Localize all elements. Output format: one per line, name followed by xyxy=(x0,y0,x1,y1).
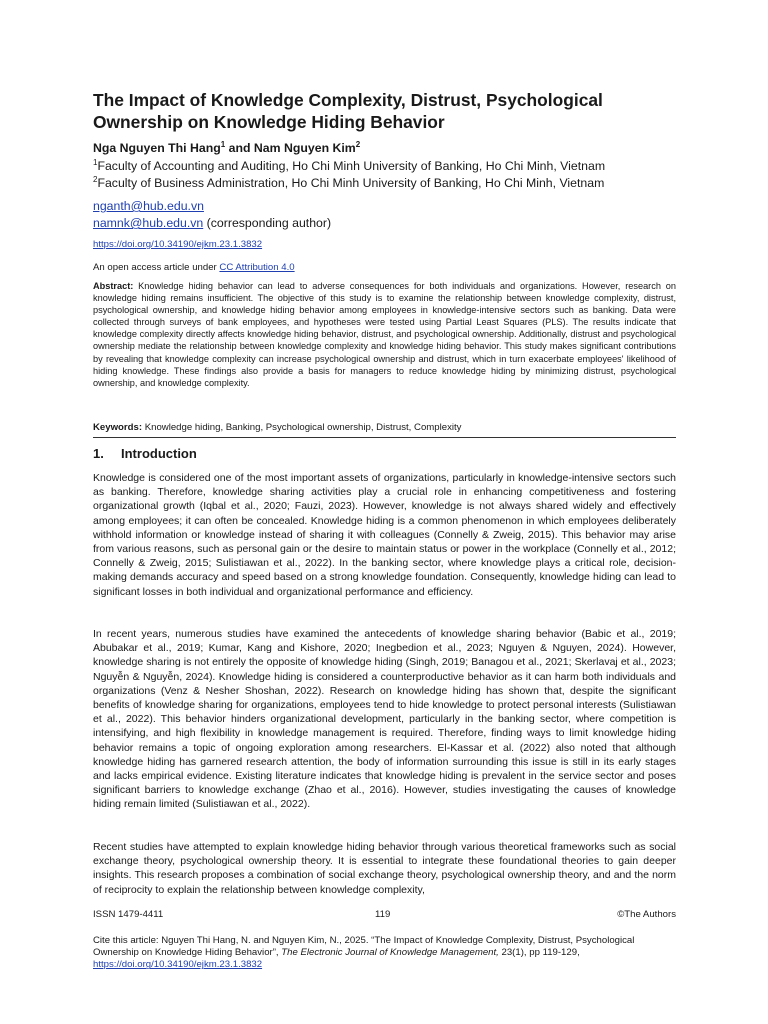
keywords xyxy=(93,422,676,434)
email-row-2 xyxy=(93,216,331,231)
section-heading xyxy=(93,446,197,462)
body-paragraph-1: Knowledge is considered one of the most important assets of organizations, particularly in knowledge-intensive sectors such as banking. Therefore, knowledge sharing activities play a crucial role in enhancing competitiveness and fostering organizational growth (Iqbal et al., 2020; Fauzi, 2023). However, knowledge is not always shared widely and effectively among employees; it can often be concealed. Knowledge hiding is a common phenomenon in which employees deliberately withhold information or knowledge instead of sharing it with colleagues (Connelly & Zweig, 2015). This behavior may arise from various reasons, such as personal gain or the desire to maintain status or power in the workplace (Connelly et al., 2012; Connelly & Zweig, 2015; Sulistiawan et al., 2022). In the banking sector, where knowledge plays a critical role, decision-making demands accuracy and speed based on a strong knowledge foundation. Consequently, knowledge hiding can lead to significant losses in both individual and organizational performance and efficiency. xyxy=(93,472,676,598)
open-access-prefix: An open access article under xyxy=(93,262,220,273)
copyright: ©The Authors xyxy=(617,909,676,920)
citation-journal: The Electronic Journal of Knowledge Management, xyxy=(281,947,499,959)
citation xyxy=(93,935,676,972)
citation-prefix: Cite this article: Nguyen Thi Hang, N. and Nguyen Kim, N., 2025. “The Impact of Knowledge Complexity, Distrust, Psychological Ownership on Knowledge Hiding Behavior”, xyxy=(93,935,635,959)
section-divider xyxy=(93,437,676,438)
affiliation-2 xyxy=(93,176,604,191)
license-link[interactable]: CC Attribution 4.0 xyxy=(219,262,295,273)
body-paragraph-3: Recent studies have attempted to explain knowledge hiding behavior through various theoretical frameworks such as social exchange theory, psychological ownership theory. It is essential to integrate these foundational theories to gain deeper insights. This research proposes a combination of social exchange theory, psychological ownership theory, and and the norm of reciprocity to explain the relationship between knowledge complexity, xyxy=(93,841,676,896)
email-link-2[interactable]: namnk@hub.edu.vn xyxy=(93,216,204,230)
abstract-label: Abstract: xyxy=(93,281,134,291)
email-row-1 xyxy=(93,199,204,214)
page-number: 119 xyxy=(375,909,391,920)
section-number: 1. xyxy=(93,446,104,461)
keywords-text: Knowledge hiding, Banking, Psychological ownership, Distrust, Complexity xyxy=(142,422,462,433)
affiliation-1 xyxy=(93,159,605,174)
abstract xyxy=(93,280,676,389)
section-title: Introduction xyxy=(121,446,197,461)
open-access-note xyxy=(93,262,295,274)
email-link-1[interactable]: nganth@hub.edu.vn xyxy=(93,199,204,213)
affiliation-1-marker: 1 xyxy=(93,157,98,167)
author-1-affil-marker: 1 xyxy=(220,139,226,149)
affiliation-1-text: Faculty of Accounting and Auditing, Ho Chi Minh University of Banking, Ho Chi Minh, Vietnam xyxy=(97,159,606,173)
citation-doi-link[interactable]: https://doi.org/10.34190/ejkm.23.1.3832 xyxy=(93,959,263,971)
doi-link[interactable]: https://doi.org/10.34190/ejkm.23.1.3832 xyxy=(93,239,263,250)
author-2: Nam Nguyen Kim xyxy=(253,141,356,155)
author-2-affil-marker: 2 xyxy=(355,139,361,149)
affiliation-2-marker: 2 xyxy=(93,174,98,184)
corresponding-author-note: (corresponding author) xyxy=(203,216,332,230)
citation-suffix: 23(1), pp 119-129, xyxy=(498,947,580,959)
article-title: The Impact of Knowledge Complexity, Distrust, Psychological Ownership on Knowledge Hiding Behavior xyxy=(93,90,603,132)
issn: ISSN 1479-4411 xyxy=(93,909,164,920)
affiliation-2-text: Faculty of Business Administration, Ho Chi Minh University of Banking, Ho Chi Minh, Vietnam xyxy=(97,176,605,190)
doi-row xyxy=(93,239,262,251)
body-paragraph-2: In recent years, numerous studies have examined the antecedents of knowledge sharing behavior (Babic et al., 2019; Abubakar et al., 2019; Kumar, Kang and Kishore, 2020; Inegbedion et al., 2023; Nguyen & Nguyen, 2024). However, knowledge sharing is not entirely the opposite of knowledge hiding (Singh, 2019; Banagou et al., 2021; Skerlavaj et al., 2023; Nguyễn & Nguyễn, 2024). Knowledge hiding is considered a counterproductive behavior as it can harm both individuals and organizations (Venz & Nesher Shoshan, 2022). Research on knowledge hiding has shown that, despite the significant benefits of knowledge sharing for organizations, employees tend to hide knowledge to protect personal interests (Sulistiawan et al., 2022). This behavior hinders organizational development, particularly in the banking sector, where competition is intensifying, and high flexibility in knowledge management is required. Therefore, finding ways to limit knowledge hiding behavior remains a topic of ongoing exploration among researchers. El-Kassar et al. (2022) also noted that although knowledge hiding has garnered research attention, the body of information surrounding this issue is still in its early stages and lacks empirical evidence. Existing literature indicates that knowledge hiding is prevalent in the service sector and poses significant barriers to knowledge exchange (Zhao et al., 2016). However, studies investigating the causes of knowledge hiding remain limited (Sulistiawan et al., 2022). xyxy=(93,628,676,811)
author-line xyxy=(93,141,360,156)
abstract-text: Knowledge hiding behavior can lead to adverse consequences for both individuals and organizations. However, research on knowledge hiding remains insufficient. The objective of this study is to examine the relationship between knowledge complexity, distrust, psychological ownership, and knowledge hiding behavior among employees in knowledge-intensive sectors such as banking. Data were collected through surveys of bank employees, and hypotheses were tested using Partial Least Squares (PLS). The results indicate that knowledge complexity directly affects knowledge hiding behavior, distrust, and psychological ownership. Additionally, distrust and psychological ownership mediate the relationship between knowledge complexity and knowledge hiding behavior. This study makes significant contributions by revealing that knowledge complexity can increase psychological ownership and distrust, which in turn exacerbate employees' likelihood of hiding knowledge. These findings also provide a basis for managers to reduce knowledge hiding by minimizing distrust, psychological ownership, and knowledge complexity. xyxy=(93,281,676,388)
author-joiner: and xyxy=(225,141,254,155)
keywords-label: Keywords: xyxy=(93,422,143,433)
article-page xyxy=(93,0,676,1024)
author-1: Nga Nguyen Thi Hang xyxy=(93,141,221,155)
